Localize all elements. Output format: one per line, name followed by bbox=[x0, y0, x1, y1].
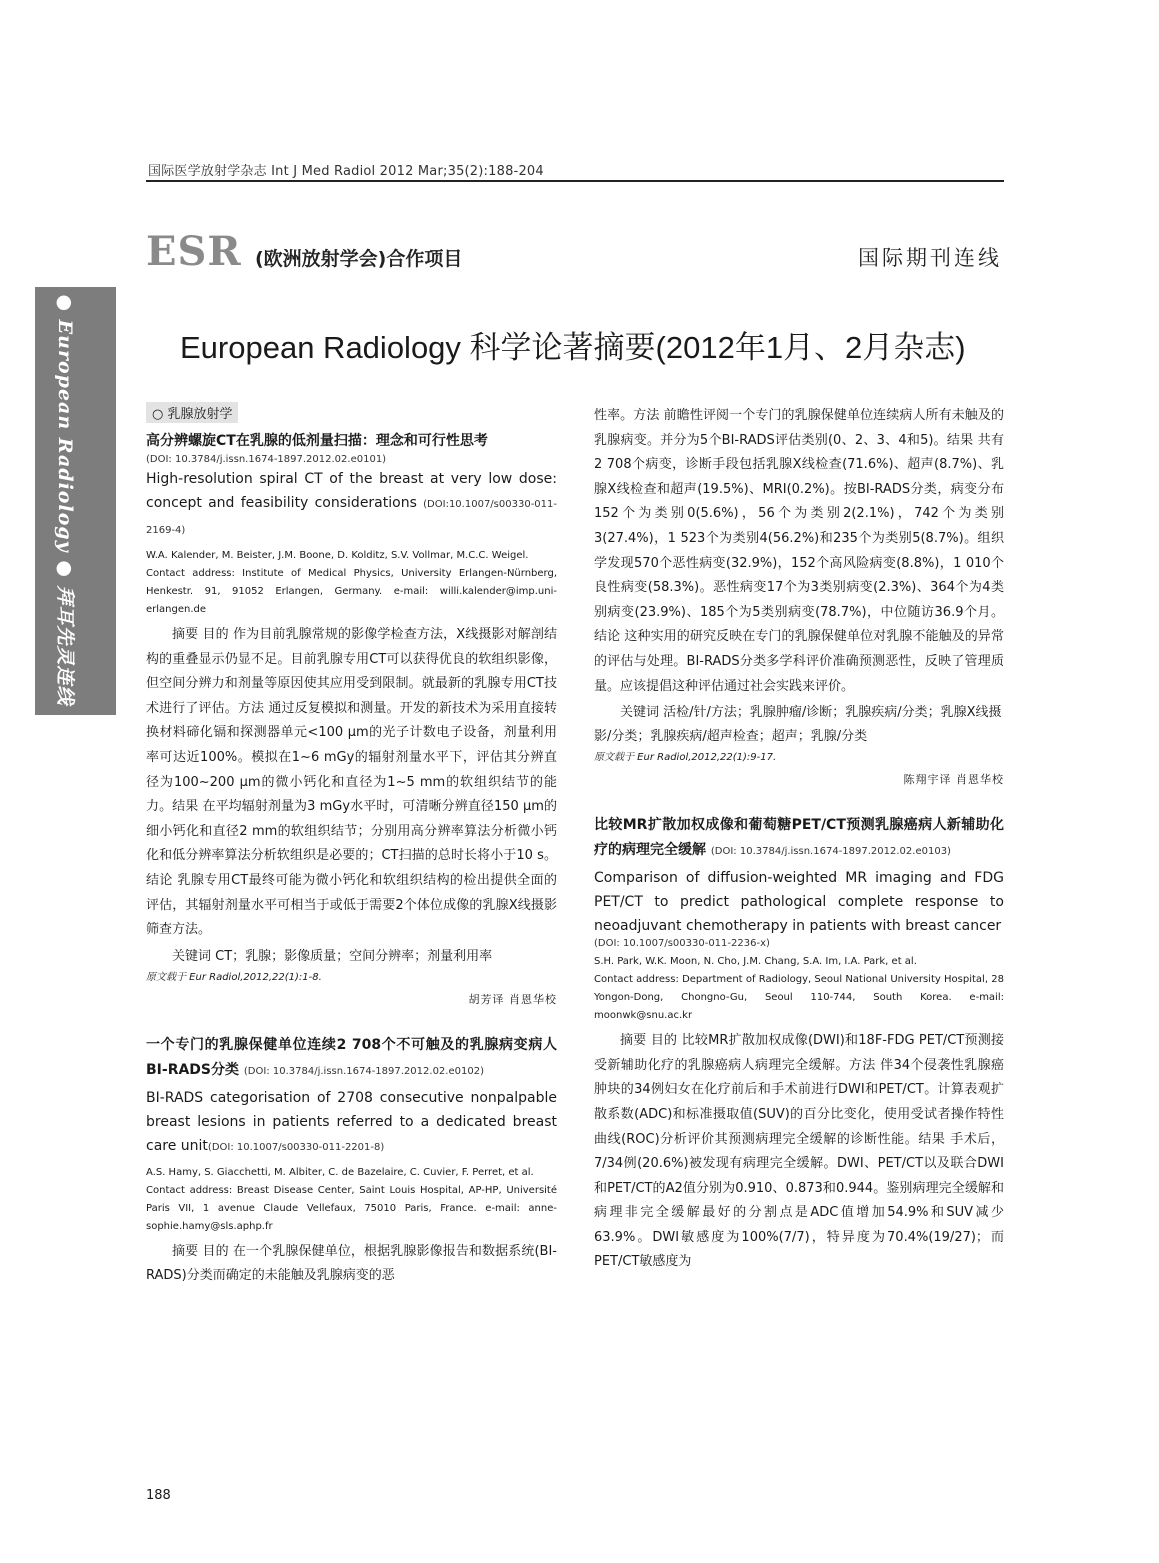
article-1-title-zh: 高分辨螺旋CT在乳腺的低剂量扫描：理念和可行性思考 bbox=[146, 433, 488, 449]
esr-logo: ESR bbox=[146, 228, 242, 275]
article-1-abstract: 摘要 目的 作为目前乳腺常规的影像学检查方法，X线摄影对解剖结构的重叠显示仍显不足。目前乳腺专用CT可以获得优良的软组织影像，但空间分辨力和剂量等原因使其应用受到限制。就最新的乳腺专用CT技术进行了评估。方法 通过反复模拟和测量。开发的新技术为采用直接转换材料碲化镉和探测器单元<100 μm的光子计数电子设备，剂量利用率可达近100%。模拟在1~6 mGy的辐射剂量水平下，评估其分辨直径为100~200 μm的微小钙化和直径为1~5 mm的软组织结节的能力。结果 在平均辐射剂量为3 mGy水平时，可清晰分辨直径150 μm的细小钙化和直径2 mm的软组织结节；分别用高分辨率算法分析微小钙化和低分辨率算法分析软组织是必要的；CT扫描的总时长将小于10 s。结论 乳腺专用CT最终可能为微小钙化和软组织结构的检出提供全面的评估，其辐射剂量水平可相当于或低于需要2个体位成像的乳腺X线摄影筛查方法。 bbox=[146, 627, 557, 938]
column-name: 国际期刊连线 bbox=[858, 246, 1002, 270]
side-tab-text: ● European Radiology ● 拜耳先灵连线 bbox=[54, 294, 76, 706]
article-1-keywords: 关键词 CT；乳腺；影像质量；空间分辨率；剂量利用率 bbox=[172, 948, 493, 964]
article-2-contact: Contact address: Breast Disease Center, Saint Louis Hospital, AP-HP, Université Paris VII, 1 avenue Claude Vellefaux, 75010 Paris, France. e-mail: anne-sophie.hamy@sls.aphp.fr bbox=[146, 1184, 557, 1232]
article-1-contact: Contact address: Institute of Medical Physics, University Erlangen-Nürnberg, Henkestr. 91, 91052 Erlangen, Germany. e-mail: willi.kalender@imp.uni-erlangen.de bbox=[146, 568, 557, 615]
section-tag: ○ 乳腺放射学 bbox=[146, 402, 238, 423]
left-column bbox=[146, 402, 557, 1289]
header-rule bbox=[146, 180, 1004, 182]
article-1-translator: 胡芳译 肖恩华校 bbox=[468, 992, 557, 1006]
article-2-title-en: BI-RADS categorisation of 2708 consecutive nonpalpable breast lesions in patients referred to a dedicated breast care unit(DOI: 10.1007/s00330-011-2201-8) bbox=[146, 1089, 557, 1154]
article-1-doi-cn: (DOI: 10.3784/j.issn.1674-1897.2012.02.e0101) bbox=[146, 454, 387, 465]
article-1-authors: W.A. Kalender, M. Beister, J.M. Boone, D. Kolditz, S.V. Vollmar, M.C.C. Weigel. bbox=[146, 550, 529, 561]
esr-subtitle: (欧洲放射学会)合作项目 bbox=[255, 248, 463, 270]
right-column bbox=[594, 404, 1004, 1275]
article-3-title-zh: 比较MR扩散加权成像和葡萄糖PET/CT预测乳腺癌病人新辅助化疗的病理完全缓解 (DOI: 10.3784/j.issn.1674-1897.2012.02.e0103) bbox=[594, 817, 1004, 859]
article-2-source: 原文载于 Eur Radiol,2012,22(1):9-17. bbox=[594, 752, 777, 764]
article-2-abstract-part2: 性率。方法 前瞻性评阅一个专门的乳腺保健单位连续病人所有未触及的乳腺病变。并分为5个BI-RADS评估类别(0、2、3、4和5)。结果 共有2 708个病变，诊断手段包括乳腺X线检查(71.6%)、超声(8.7%)、乳腺X线检查和超声(19.5%)、MRI(0.2%)。按BI-RADS分类，病变分布152个为类别0(5.6%)，56个为类别2(2.1%)，742个为类别3(27.4%)，1 523个为类别4(56.2%)和235个为类别5(8.7%)。组织学发现570个恶性病变(32.9%)，152个高风险病变(8.8%)，1 010个良性病变(58.3%)。恶性病变17个为3类别病变(2.3%)、364个为4类别病变(23.9%)、185个为5类别病变(78.7%)，中位随访36.9个月。结论 这种实用的研究反映在专门的乳腺保健单位对乳腺不能触及的异常的评估与处理。BI-RADS分类多学科评价准确预测恶性，反映了管理质量。应该提倡这种评估通过社会实践来评价。 bbox=[594, 408, 1004, 694]
article-3-contact: Contact address: Department of Radiology, Seoul National University Hospital, 28 Yongon-Dong, Chongno-Gu, Seoul 110-744, South Korea. e-mail: moonwk@snu.ac.kr bbox=[594, 974, 1004, 1022]
page-title: European Radiology 科学论著摘要(2012年1月、2月杂志) bbox=[180, 330, 966, 365]
article-3-abstract: 摘要 目的 比较MR扩散加权成像(DWI)和18F-FDG PET/CT预测接受新辅助化疗的乳腺癌病人病理完全缓解。方法 伴34个侵袭性乳腺癌肿块的34例妇女在化疗前后和手术前进行DWI和PET/CT。计算表观扩散系数(ADC)和标准摄取值(SUV)的百分比变化，使用受试者操作特性曲线(ROC)分析评价其预测病理完全缓解的诊断性能。结果 手术后，7/34例(20.6%)被发现有病理完全缓解。DWI、PET/CT以及联合DWI和PET/CT的A2值分别为0.910、0.873和0.944。鉴别病理完全缓解和病理非完全缓解最好的分割点是ADC值增加54.9%和SUV减少63.9%。DWI敏感度为100%(7/7)，特异度为70.4%(19/27)；而PET/CT敏感度为 bbox=[594, 1033, 1004, 1270]
article-3-title-en: Comparison of diffusion-weighted MR imaging and FDG PET/CT to predict pathological complete response to neoadjuvant chemotherapy in patients with breast cancer bbox=[594, 870, 1004, 935]
article-2-authors: A.S. Hamy, S. Giacchetti, M. Albiter, C. de Bazelaire, C. Cuvier, F. Perret, et al. bbox=[146, 1166, 534, 1178]
article-2-abstract-part1: 摘要 目的 在一个乳腺保健单位，根据乳腺影像报告和数据系统(BI-RADS)分类而确定的未能触及乳腺病变的恶 bbox=[146, 1243, 557, 1284]
journal-header: 国际医学放射学杂志 Int J Med Radiol 2012 Mar;35(2):188-204 bbox=[148, 164, 544, 179]
article-3-authors: S.H. Park, W.K. Moon, N. Cho, J.M. Chang, S.A. Im, I.A. Park, et al. bbox=[594, 956, 917, 968]
page-number: 188 bbox=[146, 1488, 171, 1503]
article-1-title-en: High-resolution spiral CT of the breast at very low dose: concept and feasibility considerations (DOI:10.1007/s00330-011-2169-4) bbox=[146, 471, 557, 536]
article-3-doi-en: (DOI: 10.1007/s00330-011-2236-x) bbox=[594, 938, 770, 950]
article-2-translator: 陈翔宇译 肖恩华校 bbox=[903, 773, 1004, 787]
article-1-source: 原文载于 Eur Radiol,2012,22(1):1-8. bbox=[146, 971, 322, 983]
article-2-title-zh: 一个专门的乳腺保健单位连续2 708个不可触及的乳腺病变病人BI-RADS分类 (DOI: 10.3784/j.issn.1674-1897.2012.02.e0102) bbox=[146, 1036, 557, 1078]
article-2-keywords: 关键词 活检/针/方法；乳腺肿瘤/诊断；乳腺疾病/分类；乳腺X线摄影/分类；乳腺疾病/超声检查；超声；乳腺/分类 bbox=[594, 705, 1002, 745]
